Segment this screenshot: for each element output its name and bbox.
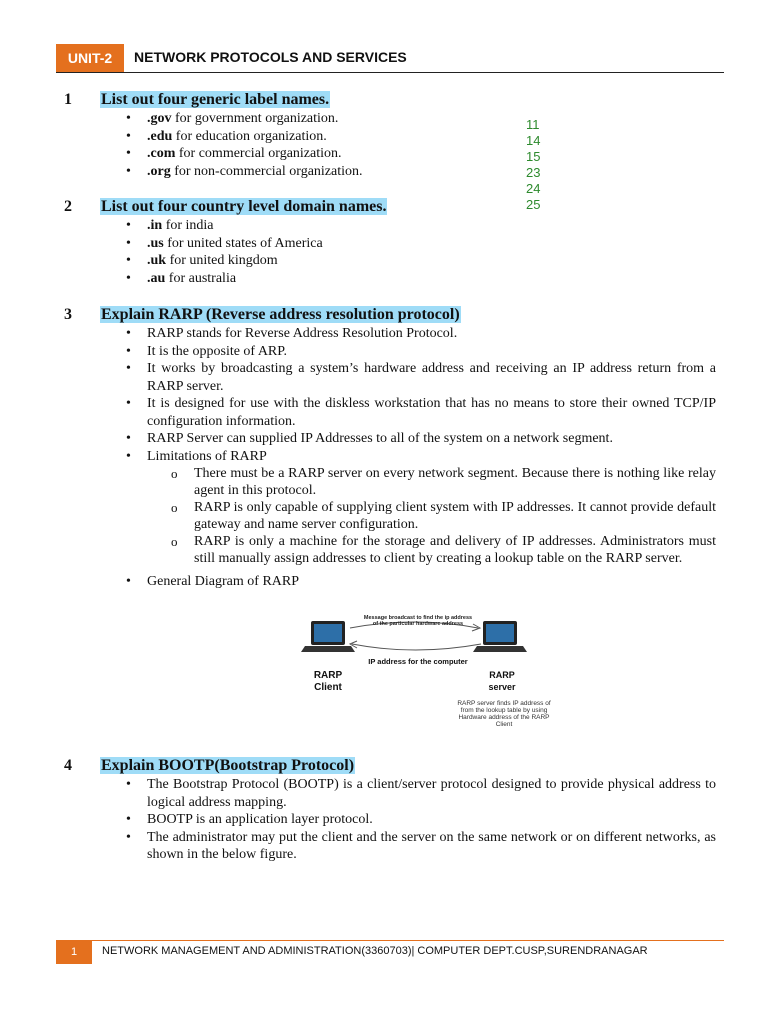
client-label: Client bbox=[314, 682, 342, 693]
page-number: 25 bbox=[526, 197, 541, 212]
arrow-left-icon bbox=[350, 641, 481, 650]
rarp-list bbox=[122, 325, 716, 591]
list-item: • .org for non-commercial organization. bbox=[122, 163, 502, 181]
page-number: 15 bbox=[526, 149, 541, 164]
sub-list-item: o RARP is only capable of supplying client system with IP addresses. It cannot provide default gateway and name server configuration. bbox=[169, 499, 716, 533]
server-label: server bbox=[488, 682, 516, 692]
list-item: • .edu for education organization. bbox=[122, 128, 502, 146]
question-number: 2 bbox=[64, 198, 72, 215]
limitations-label: Limitations of RARP bbox=[147, 448, 267, 464]
page-number: 23 bbox=[526, 165, 541, 180]
question-4-heading bbox=[64, 756, 355, 776]
generic-label-list bbox=[122, 110, 502, 180]
sub-list-item: o RARP is only a machine for the storage and delivery of IP addresses. Administrators must still manually assign addresses to client by creating a lookup table on the RARP server. bbox=[169, 533, 716, 567]
page-number: 14 bbox=[526, 133, 541, 148]
footer-text: NETWORK MANAGEMENT AND ADMINISTRATION(3360703)| COMPUTER DEPT.CUSP,SURENDRANAGAR bbox=[102, 945, 648, 957]
page-number: 11 bbox=[526, 117, 540, 132]
list-item: • BOOTP is an application layer protocol. bbox=[122, 811, 716, 829]
list-item: • RARP Server can supplied IP Addresses to all of the system on a network segment. bbox=[122, 430, 716, 448]
list-item: • General Diagram of RARP bbox=[122, 573, 716, 591]
question-title: List out four country level domain names. bbox=[101, 198, 387, 215]
laptop-icon bbox=[301, 621, 355, 652]
unit-title: NETWORK PROTOCOLS AND SERVICES bbox=[134, 49, 407, 65]
question-number: 4 bbox=[64, 757, 72, 774]
broadcast-label: Message broadcast to find the ip address bbox=[363, 615, 473, 621]
broadcast-label: of the particular hardware address bbox=[372, 621, 464, 627]
limitations-list bbox=[169, 465, 716, 567]
question-3-heading bbox=[64, 305, 461, 325]
reply-label: IP address for the computer bbox=[368, 657, 468, 666]
list-item: • It works by broadcasting a system’s hardware address and receiving an IP address return from a RARP server. bbox=[122, 360, 716, 395]
list-item bbox=[122, 448, 716, 568]
list-item: • .uk for united kingdom bbox=[122, 252, 502, 270]
question-1-heading bbox=[64, 90, 330, 110]
server-label: RARP bbox=[489, 670, 515, 680]
question-title: Explain BOOTP(Bootstrap Protocol) bbox=[101, 757, 355, 774]
client-label: RARP bbox=[313, 670, 343, 681]
server-note: RARP server finds IP address of bbox=[457, 700, 551, 707]
list-item: • .gov for government organization. bbox=[122, 110, 502, 128]
list-item: • The administrator may put the client and the server on the same network or on different networks, as shown in the below figure. bbox=[122, 829, 716, 864]
list-item: • It is designed for use with the diskless workstation that has no means to store their owned TCP/IP configuration information. bbox=[122, 395, 716, 430]
country-domain-list bbox=[122, 217, 502, 287]
header-divider bbox=[56, 72, 724, 73]
list-item: • RARP stands for Reverse Address Resolution Protocol. bbox=[122, 325, 716, 343]
footer-divider bbox=[56, 940, 724, 941]
list-item: • .us for united states of America bbox=[122, 235, 502, 253]
unit-badge: UNIT-2 bbox=[56, 44, 124, 72]
question-2-heading bbox=[64, 197, 387, 217]
question-title: Explain RARP (Reverse address resolution protocol) bbox=[101, 306, 460, 323]
list-item: • .com for commercial organization. bbox=[122, 145, 502, 163]
list-item: • .au for australia bbox=[122, 270, 502, 288]
list-item: • It is the opposite of ARP. bbox=[122, 343, 716, 361]
bootp-list bbox=[122, 776, 716, 864]
page-number-list bbox=[526, 117, 540, 213]
server-note: Hardware address of the RARP bbox=[458, 714, 550, 721]
question-number: 1 bbox=[64, 91, 72, 108]
page-number-badge: 1 bbox=[56, 940, 92, 964]
rarp-diagram bbox=[300, 608, 570, 732]
question-title: List out four generic label names. bbox=[101, 91, 330, 108]
list-item: • .in for india bbox=[122, 217, 502, 235]
sub-list-item: o There must be a RARP server on every network segment. Because there is nothing like relay agent in this protocol. bbox=[169, 465, 716, 499]
server-note: from the lookup table by using bbox=[460, 707, 548, 714]
list-item: • The Bootstrap Protocol (BOOTP) is a client/server protocol designed to provide physical address to logical address mapping. bbox=[122, 776, 716, 811]
question-number: 3 bbox=[64, 306, 72, 323]
laptop-icon bbox=[473, 621, 527, 652]
server-note: Client bbox=[495, 721, 513, 728]
page-number: 24 bbox=[526, 181, 541, 196]
